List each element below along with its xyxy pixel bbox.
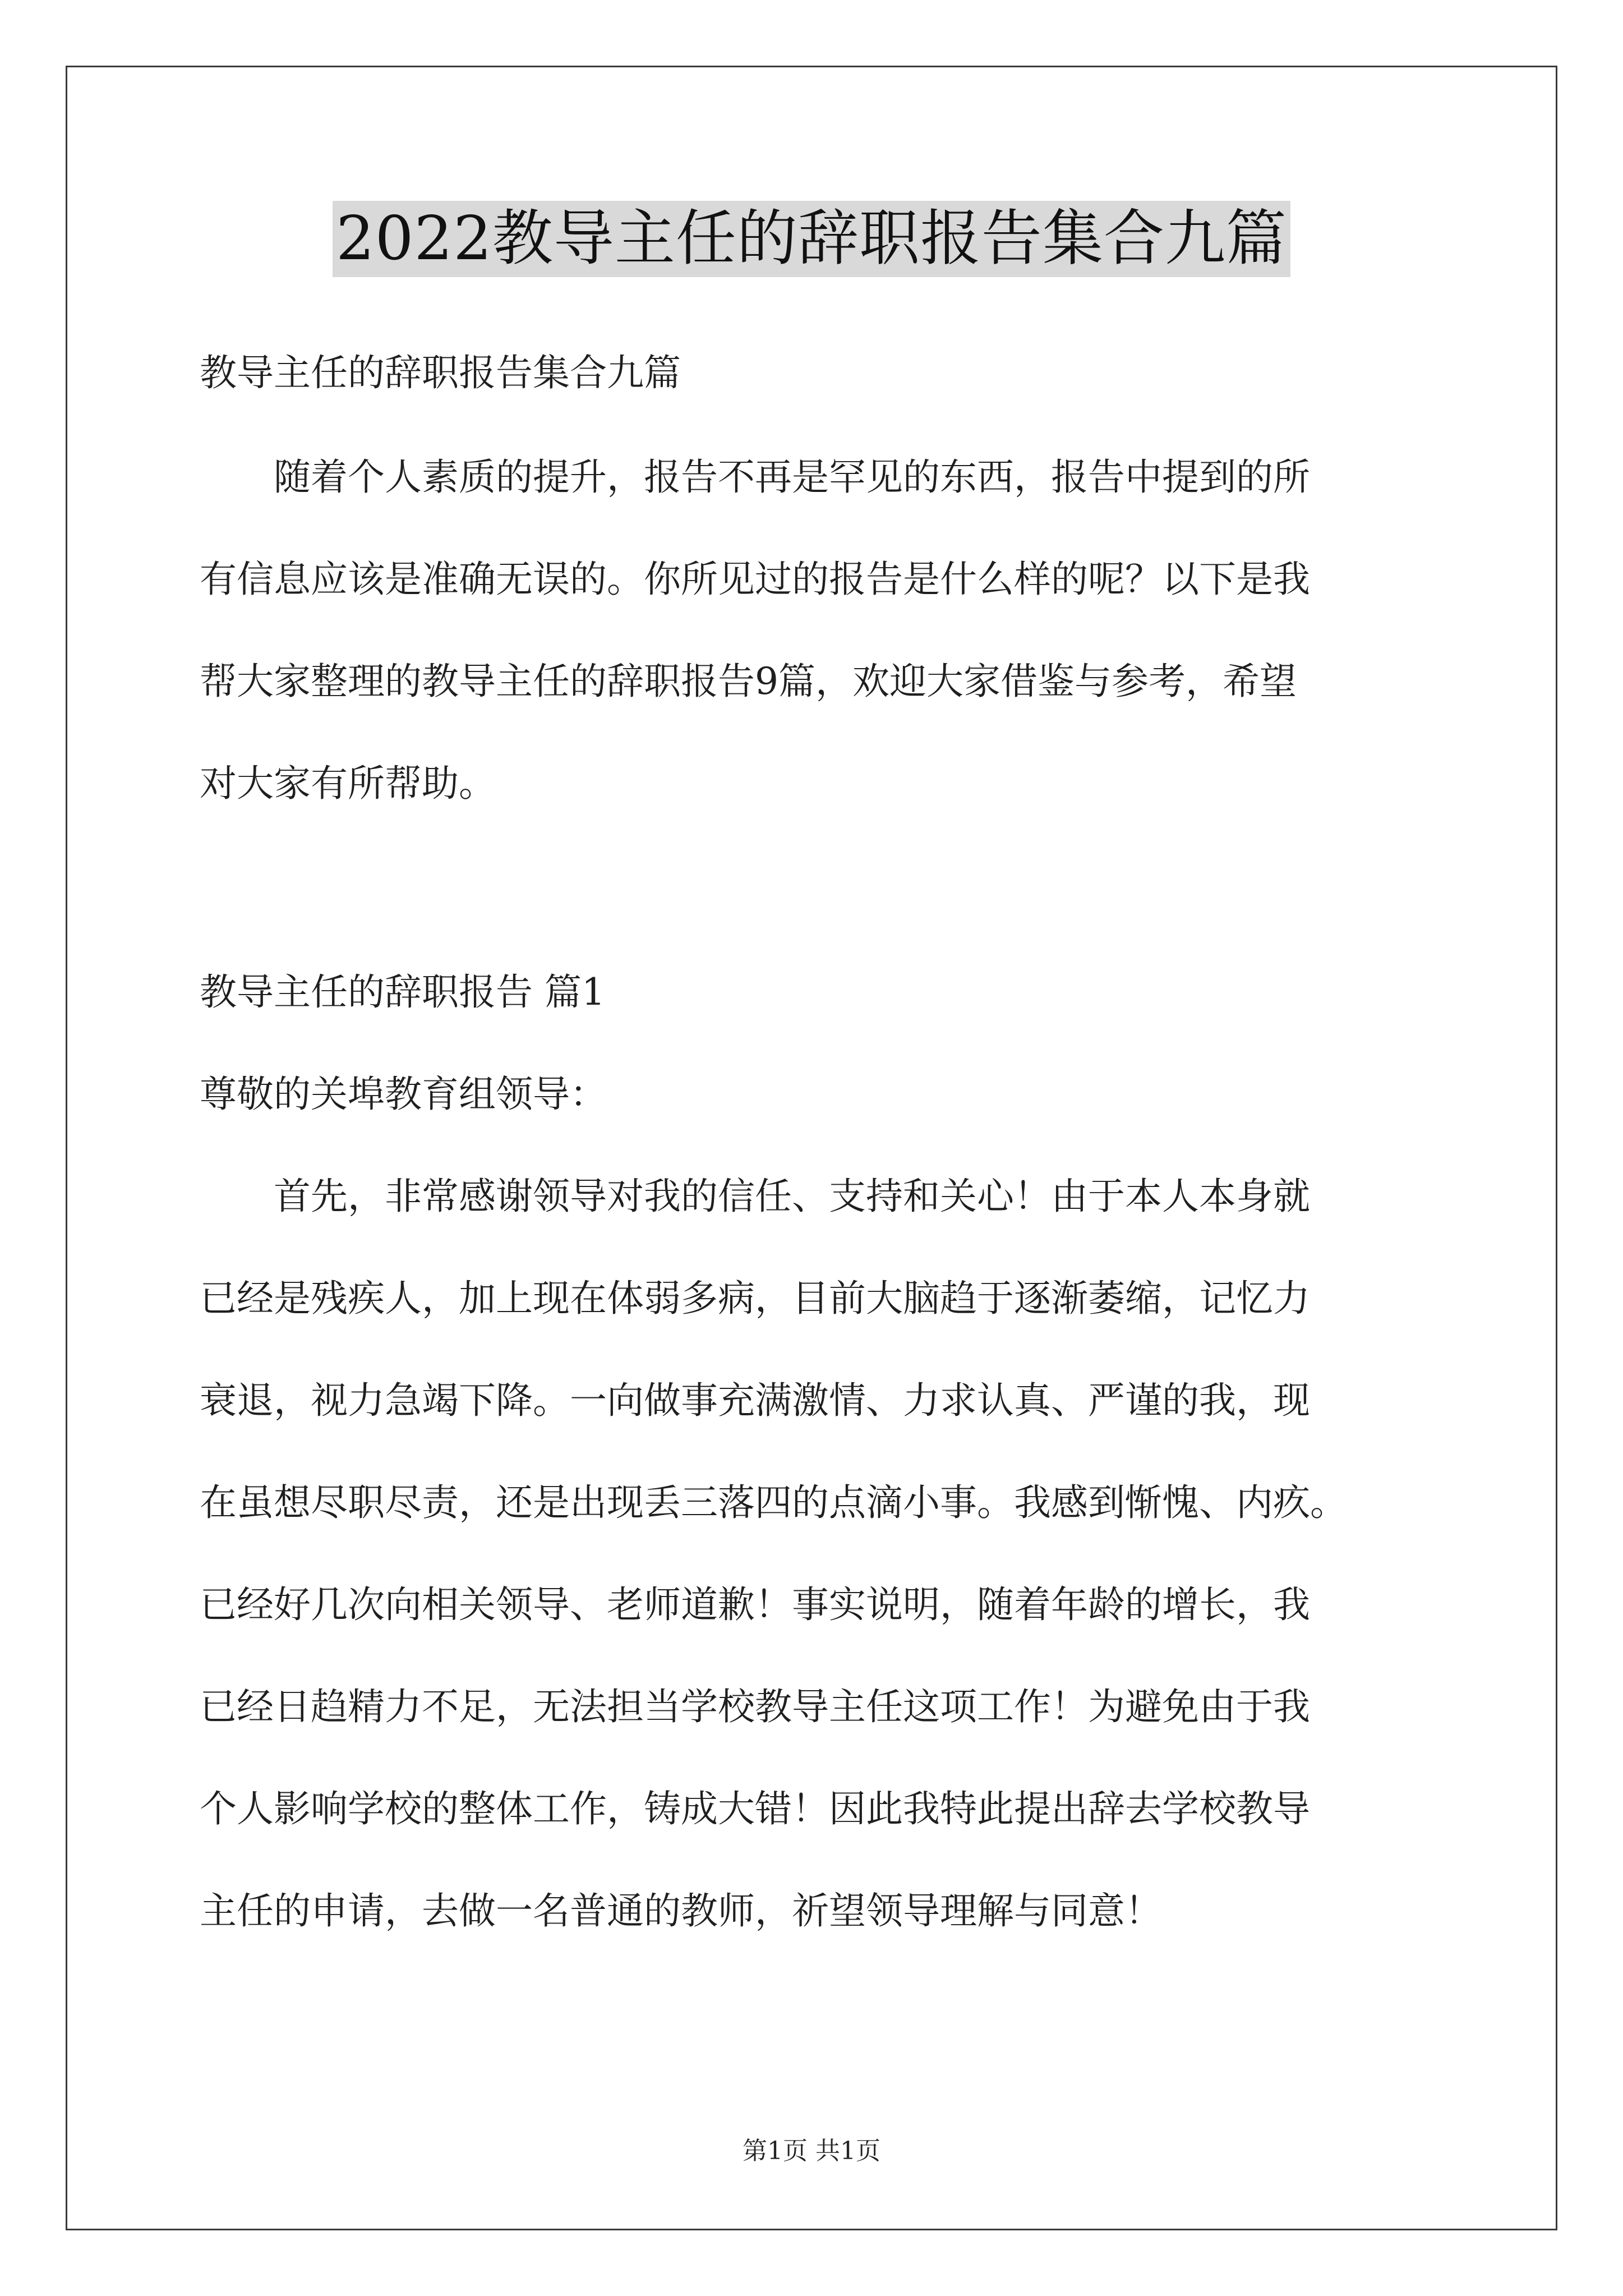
body-line-7: 个人影响学校的整体工作，铸成大错！因此我特此提出辞去学校教导 bbox=[200, 1787, 1310, 1830]
intro-line-2: 有信息应该是准确无误的。你所见过的报告是什么样的呢？以下是我 bbox=[200, 558, 1310, 601]
intro-line-3: 帮大家整理的教导主任的辞职报告9篇，欢迎大家借鉴与参考，希望 bbox=[200, 660, 1297, 703]
section-heading: 教导主任的辞职报告 篇1 bbox=[200, 970, 605, 1014]
body-line-2: 已经是残疾人，加上现在体弱多病，目前大脑趋于逐渐萎缩，记忆力 bbox=[200, 1277, 1310, 1320]
document-body bbox=[200, 348, 1445, 1936]
intro-line-1: 随着个人素质的提升，报告不再是罕见的东西，报告中提到的所 bbox=[274, 455, 1310, 499]
body-line-6: 已经日趋精力不足，无法担当学校教导主任这项工作！为避免由于我 bbox=[200, 1685, 1310, 1728]
document-subtitle: 教导主任的辞职报告集合九篇 bbox=[200, 351, 681, 394]
body-line-8: 主任的申请，去做一名普通的教师，祈望领导理解与同意！ bbox=[200, 1889, 1162, 1932]
document-title: 2022教导主任的辞职报告集合九篇 bbox=[333, 201, 1290, 277]
intro-line-4: 对大家有所帮助。 bbox=[200, 762, 496, 805]
page-number: 第1页 共1页 bbox=[743, 2137, 880, 2165]
body-line-4: 在虽想尽职尽责，还是出现丢三落四的点滴小事。我感到惭愧、内疚。 bbox=[200, 1481, 1347, 1524]
salutation: 尊敬的关埠教育组领导： bbox=[200, 1073, 607, 1116]
body-line-3: 衰退，视力急竭下降。一向做事充满激情、力求认真、严谨的我，现 bbox=[200, 1379, 1310, 1422]
body-line-1: 首先，非常感谢领导对我的信任、支持和关心！由于本人本身就 bbox=[274, 1175, 1310, 1218]
title-area bbox=[0, 201, 1623, 277]
body-line-5: 已经好几次向相关领导、老师道歉！事实说明，随着年龄的增长，我 bbox=[200, 1583, 1310, 1626]
